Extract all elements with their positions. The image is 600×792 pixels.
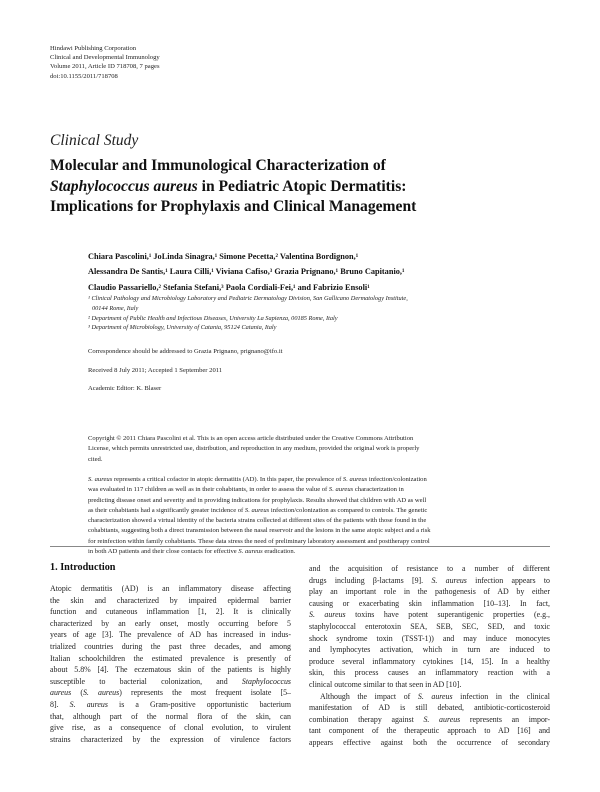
title-line-3: Implications for Prophylaxis and Clinical Management (50, 198, 417, 215)
body-text: is a Gram-positive opportunistic bacterium (107, 699, 291, 709)
body-text: drugs including β-lactams [9]. (309, 575, 432, 585)
affiliation-2: ² Department of Public Health and Infectious Diseases, University La Sapienza, 00185 Rome, Italy (88, 314, 338, 322)
body-line: and the acquisition of resistance to a number of different (309, 564, 550, 573)
volume-line: Volume 2011, Article ID 718708, 7 pages (50, 63, 160, 71)
copyright-line-2: License, which permits unrestricted use, distribution, and reproduction in any medium, provided the original work is properly (88, 445, 420, 453)
section-heading-introduction: 1. Introduction (50, 562, 116, 573)
abstract-text: was evaluated in 117 children as well as in their cohabitants, in order to assess the value of (88, 486, 329, 494)
body-line: Atopic dermatitis (AD) is an inflammatory disease affecting (50, 584, 291, 593)
species-name: S. aureus (417, 691, 453, 701)
body-line: the skin and characterized by impaired epidermal barrier (50, 595, 291, 605)
body-text: susceptible to bacterial colonization, and (50, 676, 242, 686)
abstract-line: characterization showed a virtual identity of the bacteria strains collected at different sites of the patients with those found in the (88, 517, 427, 525)
title-species: Staphylococcus aureus (50, 177, 198, 195)
author-list (88, 249, 404, 295)
right-column (309, 563, 550, 749)
species-name: S. aureus (309, 610, 346, 620)
body-text: Although the impact of (320, 691, 418, 701)
species-name: S. aureus (69, 699, 108, 709)
body-text: infection appears to (466, 575, 551, 585)
species-name: Staphylococcus (241, 676, 291, 686)
abstract-text: represents a critical cofactor in atopic dermatitis (AD). In this paper, the prevalence of (112, 476, 343, 483)
title-line-1: Molecular and Immunological Characterization of (50, 157, 386, 174)
body-line: and lymphocytes activation, which in turn are induced to (309, 645, 550, 655)
copyright-line-1: Copyright © 2011 Chiara Pascolini et al. This is an open access article distributed under the Creative Commons Attribution (88, 435, 414, 442)
abstract-text: infection/colonization as compared to controls. The genetic (269, 506, 428, 514)
species-name: S. aureus (328, 486, 354, 494)
body-text: represents an impor- (460, 714, 551, 724)
abstract-line (88, 506, 550, 516)
abstract-text: as their cohabitants had a significantly greater incidence of (88, 506, 245, 514)
title-line-2 (50, 177, 560, 198)
body-line: shock syndrome toxin (TSST-1)) and may induce monocytes (309, 633, 550, 643)
species-name: S. aureus (244, 506, 270, 514)
journal-name: Clinical and Developmental Immunology (50, 54, 160, 62)
article-type: Clinical Study (50, 132, 139, 149)
body-text: ) represents the most frequent isolate [5– (119, 688, 292, 698)
authors-line-1: Chiara Pascolini,¹ JoLinda Sinagra,¹ Simone Pecetta,² Valentina Bordignon,¹ (88, 252, 359, 261)
article-title (50, 156, 560, 218)
abstract-text: in both AD patients and their close contacts for effective (88, 548, 239, 556)
academic-editor: Academic Editor: K. Blaser (88, 385, 162, 392)
abstract-line (88, 485, 550, 495)
affiliation-1: ¹ Clinical Pathology and Microbiology Laboratory and Pediatric Dermatology Division, San Gallicano Dermatology Institute, (88, 295, 408, 302)
abstract-line: for reinfection within family cohabitants. These data stress the need of preliminary laboratory assessment and posttherapy control (88, 537, 430, 545)
body-line: that, although part of the normal flora of the skin, can (50, 711, 291, 721)
body-line: clinical outcome similar to that seen in AD [10]. (309, 679, 462, 689)
body-line: manifestation of AD is still debated, antibiotic-corticosteroid (309, 703, 550, 713)
doi[interactable]: doi:10.1155/2011/718708 (50, 72, 118, 80)
affiliation-1-cont: 00144 Rome, Italy (92, 304, 139, 312)
body-line: function and cutaneous inflammation [1, 2]. It is clinically (50, 607, 291, 617)
abstract-line: predicting disease onset and severity and in providing indications for prophylaxis. Results showed that children with AD as well (88, 496, 427, 504)
abstract-line: cohabitants, suggesting both a direct transmission between the nasal reservoir and the lesions in the same atopic subject and a risk (88, 527, 431, 535)
species-name: S. aureus (342, 476, 368, 483)
body-text: infection in the clinical (452, 691, 550, 701)
copyright-notice (88, 434, 550, 465)
body-line: strains characterized by the expression of virulence factors (50, 734, 291, 744)
authors-line-3: Claudio Passariello,² Stefania Stefani,³ Paola Cordiali-Fei,¹ and Fabrizio Ensoli¹ (88, 282, 370, 292)
body-line: produce several inflammatory cytokines [14, 15]. In a healthy (309, 656, 550, 666)
body-line (309, 575, 550, 587)
species-name: S. aureus (431, 575, 467, 585)
abstract-line (88, 547, 550, 557)
authors-line-2: Alessandra De Santis,¹ Laura Cilli,¹ Viviana Cafiso,³ Grazia Prignano,¹ Bruno Capitanio,¹ (88, 267, 405, 277)
body-line: appears effective against both the occurrence of secondary (309, 737, 550, 747)
species-name: S. aureus (88, 476, 113, 483)
body-line (50, 699, 291, 711)
body-line: tant component of the therapeutic approach to AD [16] and (309, 726, 550, 736)
species-name: S. aureus (238, 548, 263, 556)
abstract-line (88, 475, 550, 485)
abstract-text: infection/colonization (367, 476, 427, 483)
species-name: S. aureus (423, 714, 461, 724)
copyright-line-3: cited. (88, 455, 103, 463)
body-line: causing or exacerbating skin inflammation [10–13]. In fact, (309, 598, 550, 608)
body-line: Italian schoolchildren the estimated prevalence is presently of (50, 653, 291, 663)
affiliations (88, 294, 408, 333)
body-line: give rise, as a consequence of clonal evolution, to virulent (50, 723, 291, 733)
affiliation-3: ³ Department of Microbiology, University of Catania, 95124 Catania, Italy (88, 324, 277, 332)
publication-info (50, 44, 160, 81)
title-line-2-rest: in Pediatric Atopic Dermatitis: (197, 177, 407, 195)
body-text: toxins have potent superantigenic properties (e.g., (345, 610, 550, 620)
body-line: play an important role in the pathogenesis of AD by either (309, 587, 550, 597)
abstract-text: characterization in (353, 486, 404, 494)
body-line: years of age [3]. The prevalence of AD has increased in indus- (50, 630, 291, 640)
body-line (309, 691, 550, 703)
body-text: combination therapy against (309, 714, 424, 724)
species-name: aureus (50, 688, 72, 698)
publisher: Hindawi Publishing Corporation (50, 45, 137, 52)
body-line (309, 609, 550, 621)
body-line (50, 676, 291, 688)
abstract-text: eradication. (262, 548, 296, 556)
received-dates: Received 8 July 2011; Accepted 1 September 2011 (88, 367, 223, 374)
body-line (50, 687, 291, 699)
correspondence: Correspondence should be addressed to Grazia Prignano, prignano@ifo.it (88, 348, 283, 355)
body-line: skin, this process causes an inflammatory reaction with a (309, 668, 550, 678)
left-column (50, 583, 291, 745)
body-line: about 5.8% [4]. The eczematous skin of the patients is highly (50, 665, 291, 675)
body-line: characterized by an early onset, mostly occurring before 5 (50, 618, 291, 628)
body-line: trialized countries during the past three decades, and among (50, 641, 291, 651)
body-line (309, 714, 550, 726)
body-line: staphylococcal enterotoxin SEA, SEB, SEC, SED, and toxic (309, 621, 550, 631)
species-name: S. aureus (82, 688, 120, 698)
body-text: ( (71, 688, 83, 698)
body-text: 8]. (50, 699, 70, 709)
section-divider (50, 546, 550, 547)
